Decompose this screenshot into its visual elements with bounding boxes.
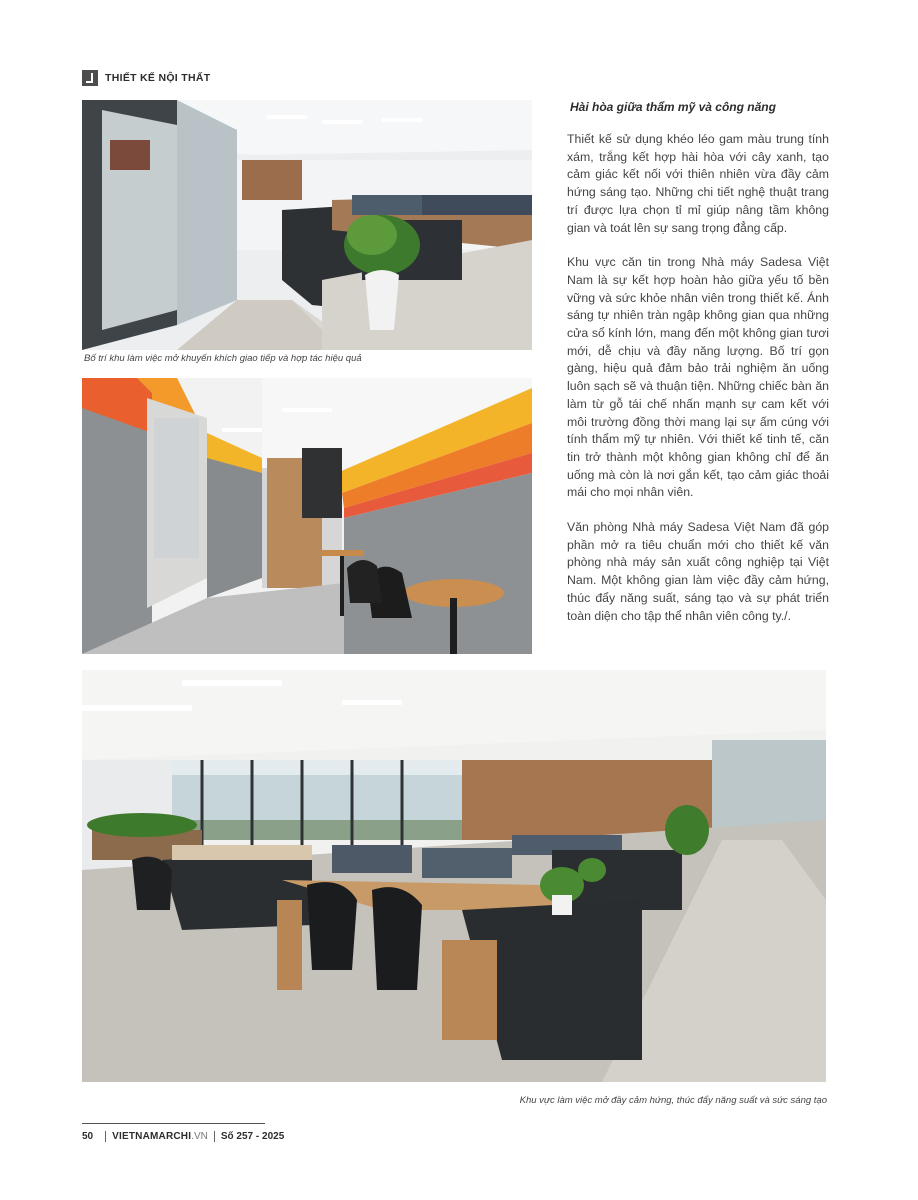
section-header [82,68,210,88]
footer-divider [105,1131,106,1142]
photo-canteen [82,378,532,654]
article-paragraph: Văn phòng Nhà máy Sadesa Việt Nam đã góp phần mở ra tiêu chuẩn mới cho thiết kế văn phòng nhà máy sản xuất công nghiệp tại Việt Nam. Một không gian làm việc đầy cảm hứng, thúc đẩy năng suất, sáng tạo và sự phát triển toàn diện cho tập thể nhân viên công ty./. [567,520,829,623]
photo-workspace [82,670,826,1082]
page-footer [82,1126,842,1146]
article-column [567,100,829,642]
page-number: 50 [82,1130,94,1142]
article-heading: Hài hòa giữa thẩm mỹ và công năng [570,100,776,114]
magazine-name: VIETNAMARCHI [112,1130,192,1142]
caption-open-office: Bố trí khu làm việc mở khuyến khích giao tiếp và hợp tác hiệu quả [84,353,362,364]
article-paragraph: Thiết kế sử dụng khéo léo gam màu trung tính xám, trắng kết hợp hài hòa với cây xanh, tạo cảm giác kết nối với thiên nhiên vừa đầy cảm hứng sáng tạo. Những chi tiết nghệ thuật trang trí được lựa chọn tỉ mỉ giúp nâng tầm không gian và toát lên sự sang trọng đẳng cấp. [567,132,829,235]
magazine-suffix: .VN [191,1130,208,1142]
square-bracket-logo-icon [82,70,98,86]
caption-workspace: Khu vực làm việc mở đầy cảm hứng, thúc đẩy năng suất và sức sáng tạo [519,1095,827,1106]
issue-number: Số 257 - 2025 [220,1130,285,1142]
section-title: THIẾT KẾ NỘI THẤT [105,72,211,84]
article-paragraph: Khu vực căn tin trong Nhà máy Sadesa Việt Nam là sự kết hợp hoàn hảo giữa yếu tố bền vững và sức khỏe nhân viên trong thiết kế. Ánh sáng tự nhiên tràn ngập không gian qua những cửa sổ kính lớn, mang đến một không gian tươi mới, dễ chịu và đầy năng lượng. Bố trí gọn gàng, hiệu quả đảm bảo trải nghiệm ăn uống luôn sạch sẽ và thuận tiện. Những chiếc bàn ăn làm từ gỗ tái chế nhấn mạnh sự cam kết với môi trường đồng thời mang lại sự ấm cúng với tính thẩm mỹ tự nhiên. Với thiết kế tinh tế, căn tin trở thành một không gian không chỉ để ăn uống mà còn là nơi gắn kết, tạo cảm giác thoải mái cho mọi nhân viên. [567,255,829,500]
photo-open-office [82,100,532,350]
footer-divider [214,1131,215,1142]
